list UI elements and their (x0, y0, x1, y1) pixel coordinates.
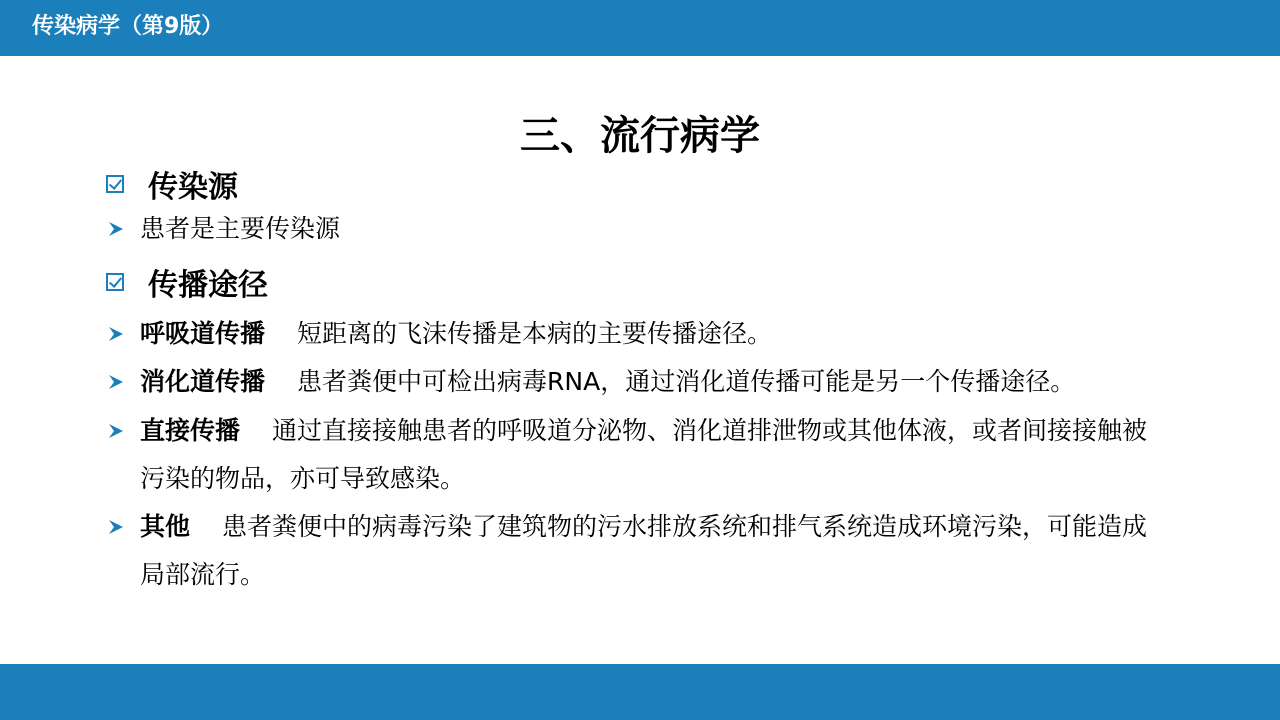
arrow-bullet-icon (108, 358, 128, 406)
bullet-term: 直接传播 (140, 416, 241, 445)
header-bar (0, 0, 1280, 56)
list-item (108, 205, 1228, 253)
bullet-text-continued: 污染的物品，亦可导致感染。 (140, 464, 466, 493)
arrow-bullet-icon (108, 407, 128, 455)
checkbox-checked-icon (106, 273, 124, 291)
bullet-text-continued: 局部流行。 (140, 560, 266, 589)
bullet-text: 患者粪便中可检出病毒RNA，通过消化道传播可能是另一个传播途径。 (297, 367, 1076, 396)
bullet-text: 短距离的飞沫传播是本病的主要传播途径。 (297, 319, 773, 348)
book-title: 传染病学（第9版） (32, 14, 224, 39)
list-item (108, 358, 1228, 406)
list-item (108, 503, 1228, 599)
arrow-bullet-icon (108, 205, 128, 253)
section-label: 传染源 (148, 170, 238, 205)
slide-title: 三、流行病学 (520, 113, 760, 159)
footer-bar (0, 664, 1280, 720)
list-item (108, 407, 1228, 503)
bullet-text: 患者是主要传染源 (140, 214, 341, 243)
list-item (108, 310, 1228, 358)
section-heading-source (106, 164, 238, 204)
section-heading-transmission (106, 262, 268, 302)
arrow-bullet-icon (108, 310, 128, 358)
bullet-term: 呼吸道传播 (140, 319, 266, 348)
bullet-term: 其他 (140, 512, 191, 541)
arrow-bullet-icon (108, 503, 128, 551)
bullet-term: 消化道传播 (140, 367, 266, 396)
bullet-text: 患者粪便中的病毒污染了建筑物的污水排放系统和排气系统造成环境污染，可能造成 (222, 512, 1148, 541)
checkbox-checked-icon (106, 175, 124, 193)
bullet-text: 通过直接接触患者的呼吸道分泌物、消化道排泄物或其他体液，或者间接接触被 (272, 416, 1148, 445)
section-label: 传播途径 (148, 268, 268, 303)
